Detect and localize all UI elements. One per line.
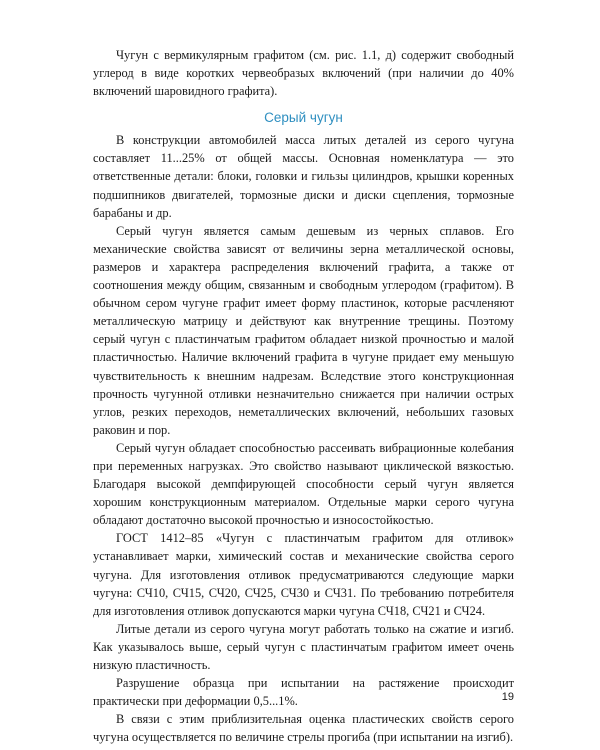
text-column <box>93 46 514 746</box>
paragraph-properties: Серый чугун является самым дешевым из черных сплавов. Его механические свойства зависят от величины зерна металлической основы, размеров и характера распределения включений графита, а также от соотношения между общим, связанным и свободным углеродом (графитом). В обычном сером чугуне графит имеет форму пластинок, которые расчленяют металлическую матрицу и действуют как внутренние трещины. Поэтому серый чугун с пластинчатым графитом обладает низкой прочностью и малой пластичностью. Наличие включений графита в чугуне придает ему меньшую чувствительность к внешним надрезам. Вследствие этого конструкционная прочность чугунной отливки незначительно снижается при наличии острых углов, резких переходов, неметаллических включений, небольших газовых раковин и пор. <box>93 223 514 437</box>
paragraph-fracture: Разрушение образца при испытании на растяжение происходит практически при деформации 0,5...1%. <box>93 676 514 709</box>
intro-paragraph: Чугун с вермикулярным графитом (см. рис. 1.1, д) содержит свободный углерод в виде коротких червеобразых включений (при наличии до 40% включений шаровидного графита). <box>93 48 514 99</box>
paragraph-bending: В связи с этим приблизительная оценка пластических свойств серого чугуна осуществляется по величине стрелы прогиба (при испытании на изгиб). <box>93 712 514 745</box>
section-heading: Серый чугун <box>264 110 343 126</box>
paragraph-damping: Серый чугун обладает способностью рассеивать вибрационные колебания при переменных нагрузках. Это свойство называют циклической вязкостью. Благодаря высокой демпфирующей способности серый чугун является хорошим конструкционным материалом. Отдельные марки серого чугуна обладают достаточно высокой прочностью и износостойкостью. <box>93 440 514 528</box>
paragraph-cast-parts: Литые детали из серого чугуна могут работать только на сжатие и изгиб. Как указывалось выше, серый чугун с пластинчатым графитом имеет очень низкую пластичность. <box>93 621 514 672</box>
paragraph-gost: ГОСТ 1412–85 «Чугун с пластинчатым графитом для отливок» устанавливает марки, химический состав и механические свойства серого чугуна. Для изготовления отливок предусматриваются следующие марки чугуна: СЧ10, СЧ15, СЧ20, СЧ25, СЧ30 и СЧ31. По требованию потребителя для изготовления отливок допускаются марки чугуна СЧ18, СЧ21 и СЧ24. <box>93 531 514 618</box>
page-number: 19 <box>501 691 514 703</box>
paragraph-mass: В конструкции автомобилей масса литых деталей из серого чугуна составляет 11...25% от общей массы. Основная номенклатура — это ответственные детали: блоки, головки и гильзы цилиндров, крышки коренных подшипников двигателей, тормозные диски и диски сцепления, тормозные барабаны и др. <box>93 133 514 220</box>
